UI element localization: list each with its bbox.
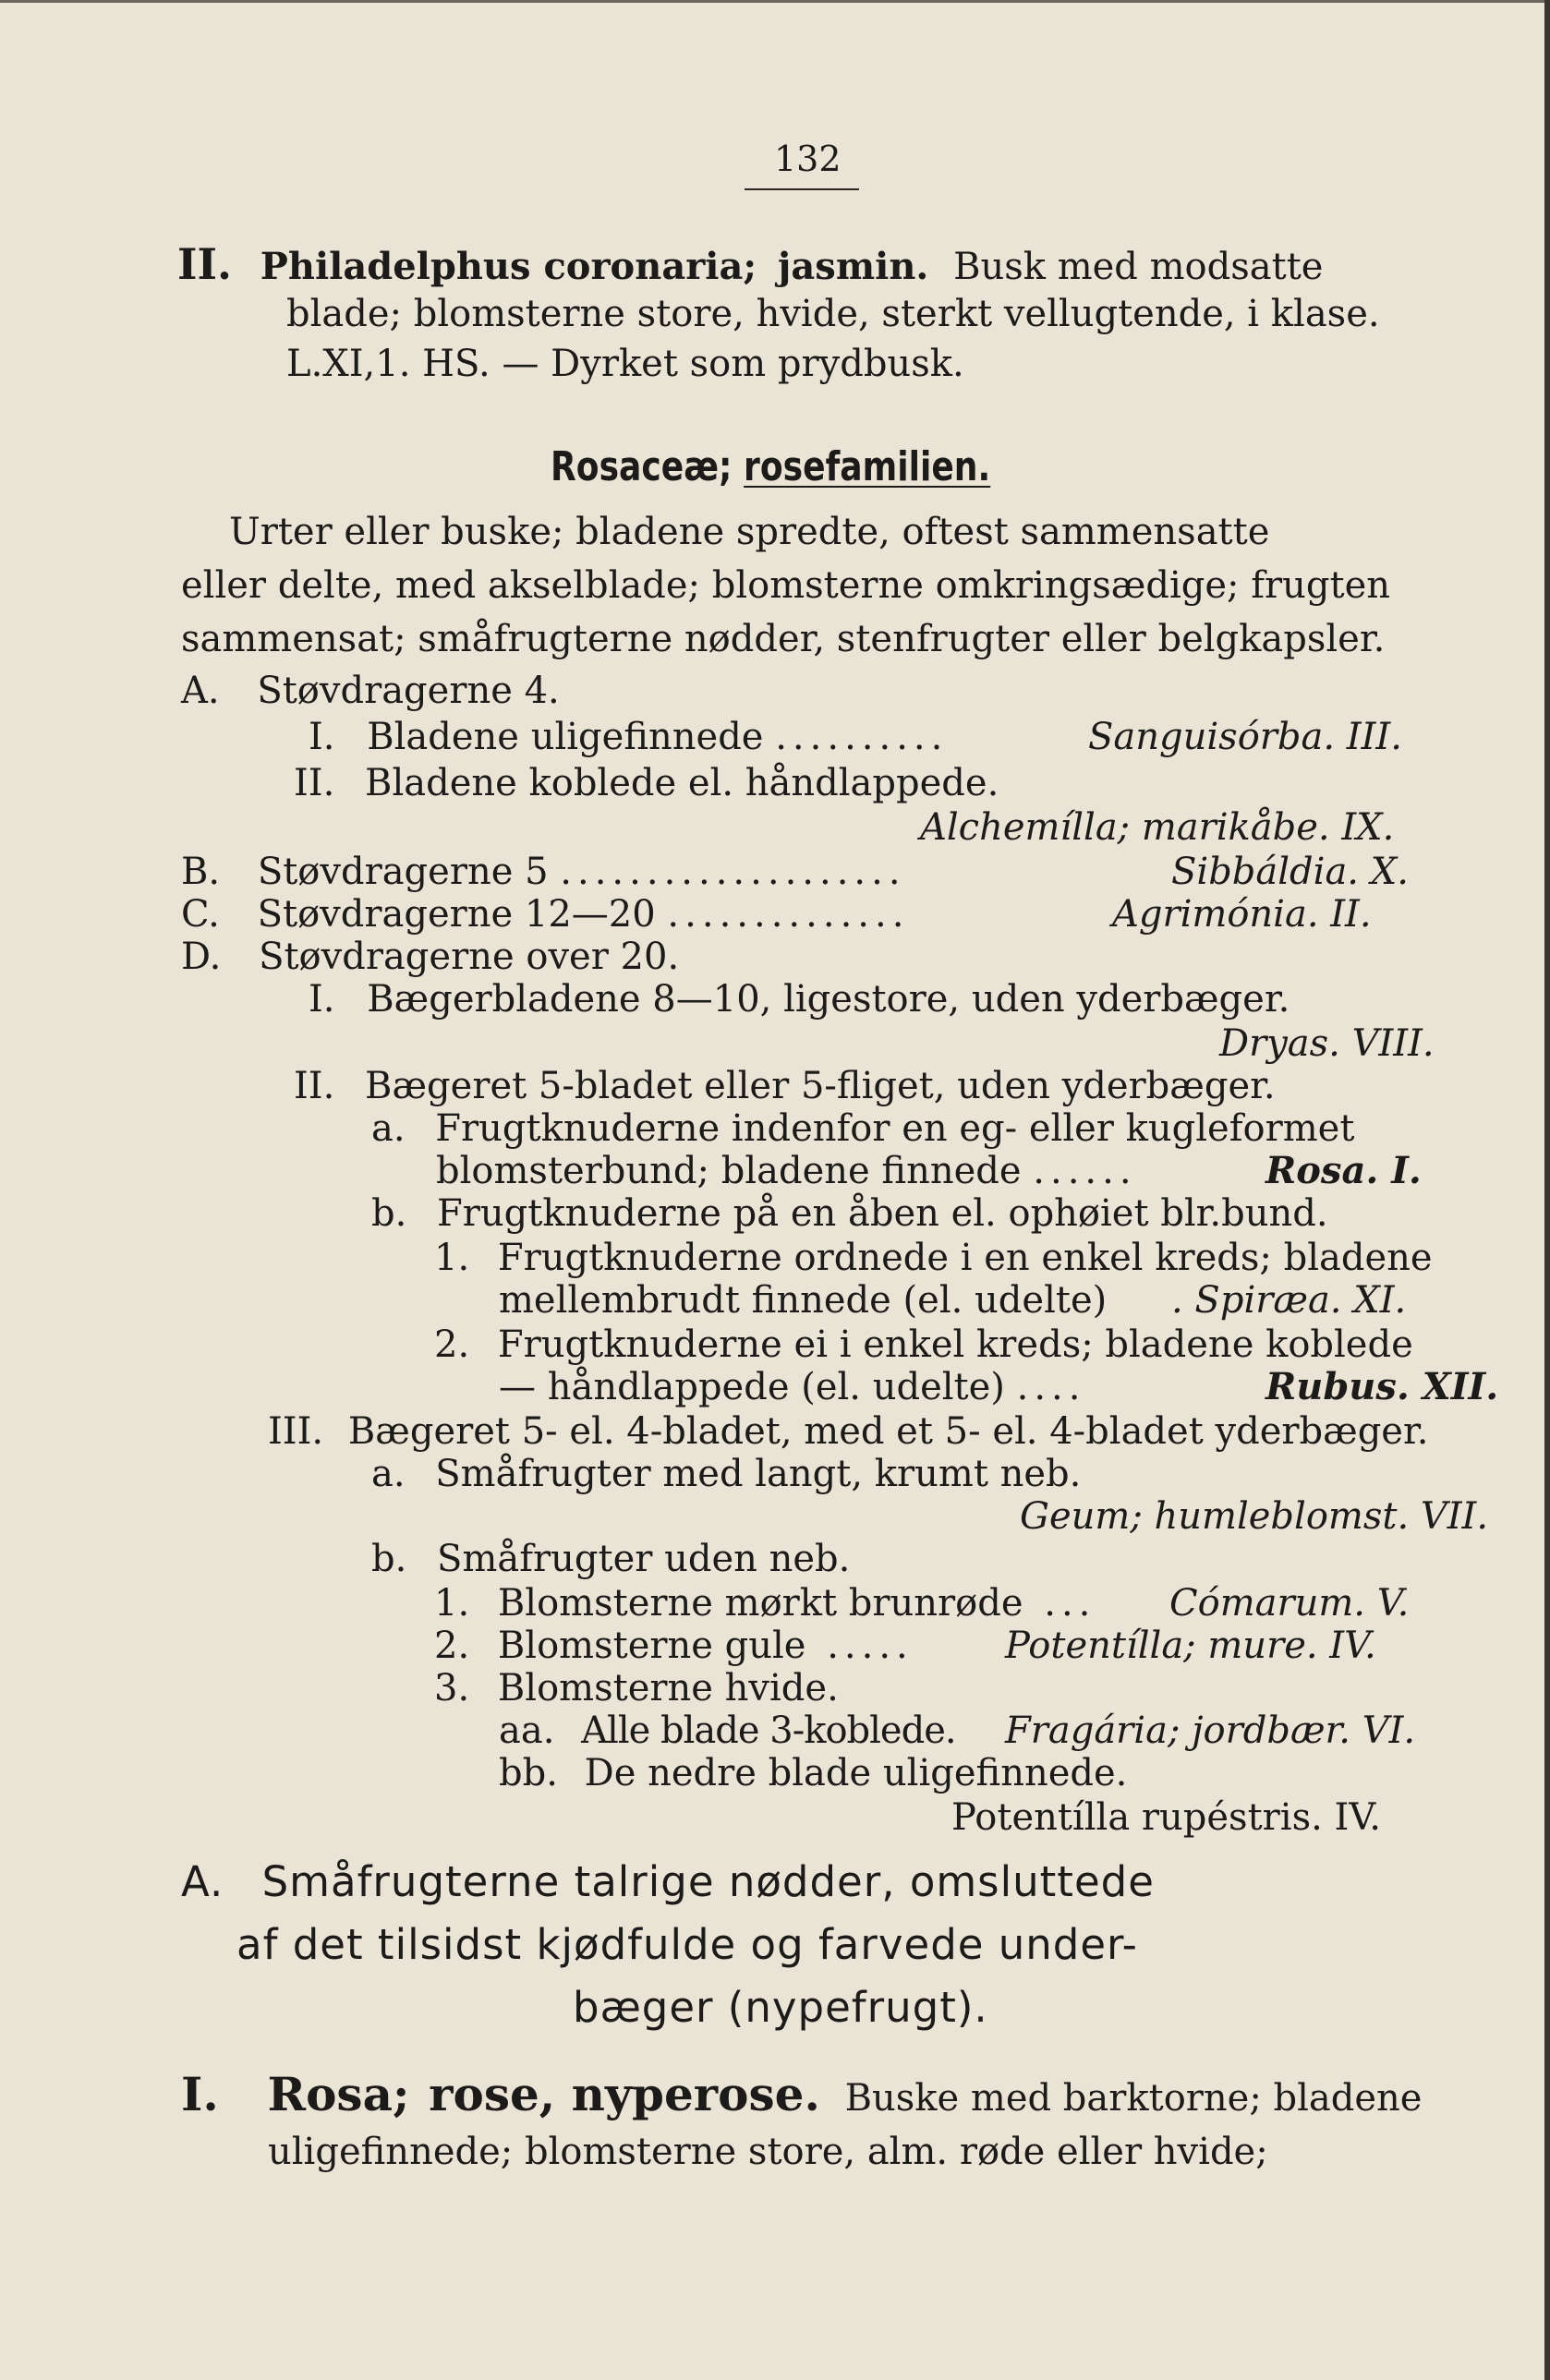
key-d-iii-b-3-label: 3. — [434, 1667, 470, 1709]
key-d-ii-b-1-label: 1. — [434, 1237, 470, 1279]
key-a-ii — [294, 761, 999, 805]
key-a-i-result: Sanguisórba. III. — [1088, 716, 1402, 758]
key-d-iii-b-3 — [434, 1666, 839, 1710]
rosa-entry-line-1 — [181, 2067, 1423, 2121]
key-d-ii-a-label: a. — [371, 1107, 406, 1150]
key-d-ii-b-2-result: Rubus. XII. — [1265, 1365, 1499, 1408]
key-a-i-text: Bladene uligefinnede — [367, 716, 764, 758]
key-d-iii-b-label: b. — [371, 1538, 407, 1580]
key-a-ii-text: Bladene koblede el. håndlappede. — [365, 762, 999, 804]
rosa-rest: Buske med barktorne; bladene — [844, 2077, 1423, 2120]
key-d-ii-a-result: Rosa. I. — [1265, 1149, 1422, 1192]
key-d-ii-b-1-text-1: Frugtknuderne ordnede i en enkel kreds; bladene — [497, 1237, 1433, 1279]
key-c-dots: .............. — [667, 893, 910, 936]
key-d-iii-b-1-label: 1. — [434, 1582, 470, 1625]
key-c-result: Agrimónia. II. — [1112, 893, 1372, 936]
family-heading — [551, 445, 990, 489]
key-d-ii-b-label: b. — [371, 1192, 407, 1235]
key-a-text: Støvdragerne 4. — [257, 670, 560, 712]
key-d-ii-a-text-2: blomsterbund; bladene finnede — [436, 1150, 1022, 1192]
key-aa-label: aa. — [499, 1709, 555, 1752]
key-d-label: D. — [181, 936, 222, 978]
key-d-ii-text: Bægeret 5-bladet eller 5-fliget, uden yderbæger. — [365, 1065, 1276, 1107]
key-d-iii-b — [371, 1537, 850, 1581]
section-a-line-2: af det tilsidst kjødfulde og farvede under- — [236, 1920, 1138, 1969]
key-d-text: Støvdragerne over 20. — [259, 936, 680, 978]
key-d-ii-a — [371, 1106, 1354, 1151]
page-number: 132 — [774, 139, 842, 179]
philadelphus-line-3: L.XI,1. HS. — Dyrket som prydbusk. — [286, 343, 964, 385]
key-d-iii-b-1-result: Cómarum. V. — [1169, 1582, 1410, 1625]
key-bb-label: bb. — [499, 1752, 558, 1794]
rosa-numeral: I. — [181, 2067, 219, 2121]
key-d-ii-b-1-result: . Spiræa. XI. — [1171, 1279, 1407, 1322]
key-c-label: C. — [181, 893, 220, 936]
section-a-line-3: bæger (nypefrugt). — [573, 1983, 988, 2032]
philadelphus-name: Philadelphus coronaria; — [260, 245, 757, 288]
key-aa-text: Alle blade 3-koblede. — [581, 1709, 956, 1752]
key-d-iii-b-2-dots: ..... — [827, 1625, 914, 1667]
key-a-i-dots: .......... — [775, 716, 949, 758]
key-d-iii-b-2-label: 2. — [434, 1625, 470, 1667]
rosa-name: Rosa; — [267, 2067, 410, 2121]
key-d-iii — [268, 1409, 1428, 1454]
key-aa-result: Fragária; jordbær. VI. — [1005, 1709, 1416, 1752]
key-d-iii-b-3-text: Blomsterne hvide. — [497, 1667, 839, 1709]
key-d-iii-label: III. — [268, 1410, 324, 1453]
family-name: Rosaceæ; — [551, 443, 733, 490]
key-d-iii-a-text: Småfrugter med langt, krumt neb. — [435, 1453, 1082, 1495]
key-b-dots: .................... — [560, 851, 906, 893]
key-d-ii-b-2-label: 2. — [434, 1323, 470, 1366]
page-number-rule — [745, 188, 859, 190]
key-d-ii — [294, 1064, 1276, 1108]
family-common: rosefamilien. — [744, 443, 991, 490]
key-d-iii-b-1 — [434, 1581, 1096, 1625]
key-d-iii-b-2-text: Blomsterne gule — [497, 1625, 806, 1667]
key-a-i — [309, 715, 948, 759]
key-a-ii-label: II. — [294, 762, 335, 804]
section-a-line-1 — [181, 1857, 1155, 1906]
key-d-iii-b-text: Småfrugter uden neb. — [437, 1538, 851, 1580]
key-d-iii-a-label: a. — [371, 1453, 406, 1495]
key-d-iii-b-1-dots: ... — [1044, 1582, 1096, 1625]
key-d-iii-a-result: Geum; humleblomst. VII. — [1020, 1495, 1489, 1538]
scan-right-edge — [1544, 0, 1550, 2380]
key-d-iii-text: Bægeret 5- el. 4-bladet, med et 5- el. 4-bladet yderbæger. — [347, 1410, 1429, 1453]
key-a-i-label: I. — [309, 716, 335, 758]
key-c-text: Støvdragerne 12—20 — [257, 893, 656, 936]
key-d-ii-b-2-text-1: Frugtknuderne ei i enkel kreds; bladene koblede — [497, 1323, 1413, 1366]
key-d-i-text: Bægerbladene 8—10, ligestore, uden yderbæger. — [367, 978, 1290, 1021]
key-d-ii-b-2-dots: .... — [1016, 1366, 1086, 1408]
philadelphus-common: jasmin. — [777, 245, 929, 288]
key-d-iii-b-2 — [434, 1624, 914, 1668]
key-bb — [499, 1751, 1127, 1795]
key-b-text: Støvdragerne 5 — [257, 851, 549, 893]
key-d-ii-a-text-1: Frugtknuderne indenfor en eg- eller kugleformet — [435, 1107, 1355, 1150]
key-d-ii-a-line-2 — [436, 1149, 1137, 1193]
key-d-ii-b-2-line-2 — [499, 1365, 1085, 1409]
key-d-i-result: Dryas. VIII. — [1219, 1022, 1435, 1065]
key-d-ii-b-1-text-2: mellembrudt finnede (el. udelte) — [499, 1279, 1108, 1322]
key-d-iii-b-1-text: Blomsterne mørkt brunrøde — [497, 1582, 1023, 1625]
key-b-result: Sibbáldia. X. — [1171, 851, 1409, 893]
section-a-text-1: Småfrugterne talrige nødder, omsluttede — [261, 1857, 1155, 1906]
family-desc-1: Urter eller buske; bladene spredte, oftest sammensatte — [229, 511, 1270, 553]
key-d-ii-b-1-line-2 — [499, 1278, 1107, 1323]
key-b — [181, 850, 906, 894]
key-d-iii-a — [371, 1452, 1081, 1496]
key-d-ii-b — [371, 1191, 1328, 1236]
family-desc-3: sammensat; småfrugterne nødder, stenfrugter eller belgkapsler. — [181, 618, 1386, 660]
scan-top-edge — [0, 0, 1550, 3]
key-aa — [499, 1709, 956, 1753]
key-d-ii-a-dots: ...... — [1033, 1150, 1137, 1192]
section-a-label: A. — [181, 1857, 224, 1906]
philadelphus-line-2: blade; blomsterne store, hvide, sterkt vellugtende, i klase. — [286, 293, 1380, 335]
philadelphus-rest: Busk med modsatte — [953, 246, 1324, 288]
key-d-i-label: I. — [309, 978, 335, 1021]
key-a-ii-result: Alchemílla; marikåbe. IX. — [920, 806, 1395, 849]
key-d-ii-label: II. — [294, 1065, 335, 1107]
key-d-ii-b-1 — [434, 1236, 1433, 1280]
key-d — [181, 935, 679, 979]
philadelphus-numeral: II. — [177, 239, 233, 289]
philadelphus-entry-line-1 — [177, 239, 1324, 289]
rosa-common: rose, nyperose. — [429, 2067, 820, 2121]
key-d-i — [309, 977, 1290, 1021]
key-b-label: B. — [181, 851, 221, 893]
key-d-ii-b-2 — [434, 1323, 1413, 1367]
key-c — [181, 892, 909, 936]
rosa-line-2: uligefinnede; blomsterne store, alm. røde eller hvide; — [268, 2131, 1268, 2173]
key-a-label: A. — [181, 670, 220, 712]
key-d-ii-b-2-text-2: — håndlappede (el. udelte) — [499, 1366, 1005, 1408]
key-a — [181, 669, 560, 713]
key-bb-result: Potentílla rupéstris. IV. — [951, 1796, 1381, 1839]
key-d-ii-b-text: Frugtknuderne på en åben el. ophøiet blr.bund. — [437, 1192, 1328, 1235]
key-d-iii-b-2-result: Potentílla; mure. IV. — [1005, 1625, 1376, 1667]
family-desc-2: eller delte, med akselblade; blomsterne omkringsædige; frugten — [181, 564, 1391, 607]
key-bb-text: De nedre blade uligefinnede. — [584, 1752, 1128, 1794]
